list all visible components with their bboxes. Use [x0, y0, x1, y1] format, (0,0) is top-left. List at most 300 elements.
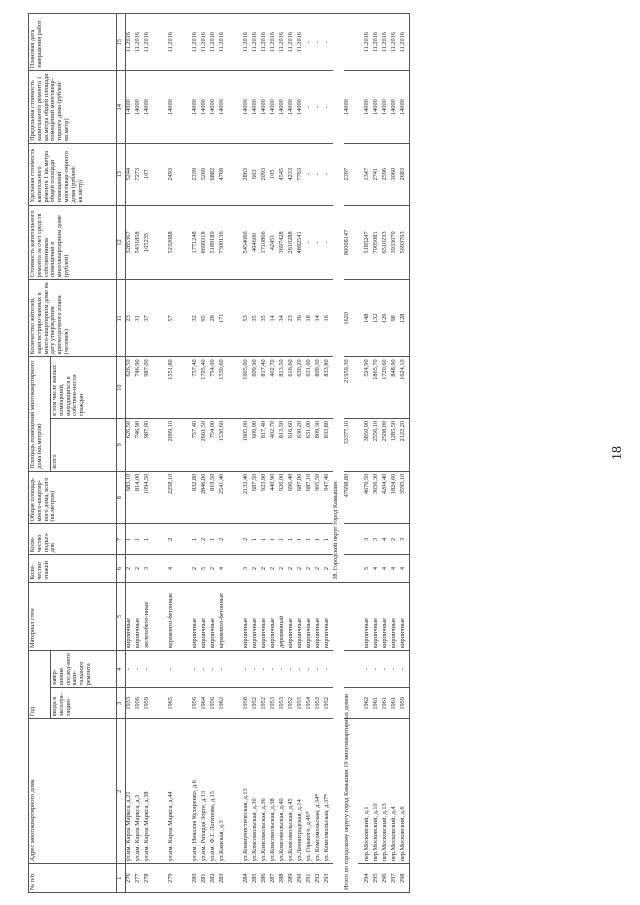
- row-address: ул.Комсомольская, д.40: [279, 719, 288, 864]
- row-repair-cost: 3697428: [279, 205, 288, 280]
- row-address: ул.им. Карла Маркса, д.3: [135, 719, 144, 864]
- row-residents: 23: [288, 280, 297, 357]
- row-year-repair: -: [261, 651, 270, 688]
- row-wall-material: кирпичные: [373, 582, 382, 650]
- row-residents: 37: [144, 280, 162, 357]
- row-total-area: 947,40: [324, 471, 333, 524]
- row-area-all: 754,00: [210, 418, 219, 471]
- row-area-all: 746,90: [135, 418, 144, 471]
- row-max-unit-cost: -: [306, 71, 315, 144]
- row-year-commissioned: 1956: [210, 688, 219, 719]
- column-number: 14: [117, 71, 126, 144]
- row-total-area: 2132,40: [243, 471, 252, 524]
- column-number: 3: [117, 688, 126, 719]
- column-number: 6: [117, 555, 126, 583]
- row-unit-cost: -: [306, 143, 315, 205]
- row-repair-cost: 404600: [252, 205, 261, 280]
- row-wall-material: кирпичные: [288, 582, 297, 650]
- row-entrances: 2: [168, 524, 186, 555]
- row-area-owned: 1530,60: [219, 357, 237, 419]
- row-address: ул.им. Карла Маркса, д.44: [168, 719, 186, 864]
- row-entrances: 2: [243, 524, 252, 555]
- table-body: [126, 14, 410, 893]
- table-row: [400, 14, 410, 893]
- row-entrances: 4: [382, 524, 391, 555]
- row-year-repair: -: [210, 651, 219, 688]
- row-residents: 132: [373, 280, 382, 357]
- row-max-unit-cost: 14000: [400, 71, 410, 144]
- row-area-owned: 609,90: [252, 357, 261, 419]
- row-unit-cost: 3060: [391, 143, 400, 205]
- row-floors: 2: [270, 555, 279, 583]
- row-completion-date: 11.2016: [144, 14, 162, 71]
- row-max-unit-cost: -: [315, 71, 324, 144]
- row-repair-cost: 8699318: [201, 205, 210, 280]
- row-unit-cost: 2863: [243, 143, 252, 205]
- row-year-repair: -: [219, 651, 237, 688]
- row-year-repair: -: [135, 651, 144, 688]
- row-entrances: 3: [364, 524, 373, 555]
- row-year-repair: -: [126, 651, 136, 688]
- row-area-all: 3850,90: [364, 418, 373, 471]
- row-area-all: 813,50: [279, 418, 288, 471]
- row-address: ул.им. Карла Маркса, д.38: [144, 719, 162, 864]
- table-row: [279, 14, 288, 893]
- row-unit-cost: 1347: [364, 143, 373, 205]
- row-completion-date: 11.2016: [243, 14, 252, 71]
- row-repair-cost: 1710866: [261, 205, 270, 280]
- row-area-all: 2122,20: [400, 418, 410, 471]
- row-area-owned: 616,60: [288, 357, 297, 419]
- row-completion-date: -: [315, 14, 324, 71]
- row-number: 298: [400, 864, 410, 893]
- row-residents: 18: [306, 280, 315, 357]
- row-year-commissioned: 1952: [288, 688, 297, 719]
- row-number: 295: [373, 864, 382, 893]
- header-number: № п/п: [29, 864, 117, 893]
- total-area: 47698,80: [344, 471, 358, 524]
- row-area-all: 626,50: [126, 418, 136, 471]
- row-entrances: 1: [306, 524, 315, 555]
- row-area-owned: 987,00: [144, 357, 162, 419]
- row-address: ул.Комсомольская, д.30: [252, 719, 261, 864]
- row-completion-date: 11.2016: [135, 14, 144, 71]
- row-number: 285: [252, 864, 261, 893]
- row-area-owned: 817,40: [261, 357, 270, 419]
- row-area-owned: 402,70: [270, 357, 279, 419]
- total-label: Итого по городскому округу город Камышин 19 многоквартирных домов: [344, 719, 358, 893]
- table-row: [219, 14, 237, 893]
- row-residents: 36: [297, 280, 306, 357]
- table-row: [297, 14, 306, 893]
- total-area-owned: 21959,30: [344, 357, 358, 419]
- row-area-owned: 746,90: [135, 357, 144, 419]
- row-area-all: 817,40: [261, 418, 270, 471]
- row-year-commissioned: 1959: [400, 688, 410, 719]
- row-year-commissioned: 1954: [306, 688, 315, 719]
- row-completion-date: 11.2016: [210, 14, 219, 71]
- row-unit-cost: 7273: [135, 143, 144, 205]
- row-area-all: 1905,00: [243, 418, 252, 471]
- header-address: Адрес многоквартирного дома: [29, 719, 117, 864]
- row-year-commissioned: 1959: [144, 688, 162, 719]
- row-completion-date: 11.2016: [219, 14, 237, 71]
- row-year-repair: -: [243, 651, 252, 688]
- row-floors: 2: [306, 555, 315, 583]
- row-max-unit-cost: 14000: [210, 71, 219, 144]
- row-address: пер.Московский, д.6: [400, 719, 410, 864]
- row-entrances: 1: [270, 524, 279, 555]
- row-floors: 3: [144, 555, 162, 583]
- row-unit-cost: 4545: [279, 143, 288, 205]
- row-wall-material: кирпичные: [201, 582, 210, 650]
- row-address: ул. Комсомольская, д.34*: [315, 719, 324, 864]
- row-floors: 2: [288, 555, 297, 583]
- row-area-all: 1530,60: [219, 418, 237, 471]
- row-entrances: 3: [400, 524, 410, 555]
- row-address: ул.Комсомольская, д.38: [270, 719, 279, 864]
- row-entrances: 1: [192, 524, 201, 555]
- row-repair-cost: 5232088: [168, 205, 186, 280]
- row-total-area: 687,10: [306, 471, 315, 524]
- header-premises-area: Площадь помещений многоквартирного дома (кв.метров): [29, 357, 51, 471]
- row-year-repair: -: [382, 651, 391, 688]
- column-number: 5: [117, 582, 126, 650]
- row-residents: 53: [243, 280, 252, 357]
- row-completion-date: 11.2016: [261, 14, 270, 71]
- row-address: ул.Комсомольская, д.36: [261, 719, 270, 864]
- row-year-commissioned: 1961: [382, 688, 391, 719]
- row-total-area: 4670,50: [364, 471, 373, 524]
- row-completion-date: 11.2016: [382, 14, 391, 71]
- row-max-unit-cost: 14000: [373, 71, 382, 144]
- row-wall-material: кирпичные: [243, 582, 252, 650]
- row-year-repair: -: [252, 651, 261, 688]
- row-area-all: 833,80: [324, 418, 333, 471]
- row-address: ул. Комсомольская, д.37*: [324, 719, 333, 864]
- row-floors: 2: [192, 555, 201, 583]
- total-residents: 1620: [344, 280, 358, 357]
- row-floors: 2: [135, 555, 144, 583]
- row-address: ул.Ленинградская, д.14: [297, 719, 306, 864]
- row-wall-material: кирпичные: [270, 582, 279, 650]
- header-year: Год: [29, 651, 51, 719]
- row-entrances: 1: [297, 524, 306, 555]
- row-residents: 31: [135, 280, 144, 357]
- table-row: [382, 14, 391, 893]
- row-number: 277: [135, 864, 144, 893]
- row-year-commissioned: 1965: [168, 688, 186, 719]
- row-number: 289: [288, 864, 297, 893]
- row-residents: 16: [324, 280, 333, 357]
- row-address: ул.Камская, д.3: [219, 719, 237, 864]
- row-repair-cost: -: [324, 205, 333, 280]
- row-residents: 171: [219, 280, 237, 357]
- row-max-unit-cost: 14000: [201, 71, 210, 144]
- row-floors: 5: [201, 555, 210, 583]
- row-year-commissioned: 1964: [201, 688, 210, 719]
- header-floors: Коли-чество этажей: [29, 555, 117, 583]
- row-max-unit-cost: 14000: [192, 71, 201, 144]
- row-completion-date: 11.2016: [373, 14, 382, 71]
- row-year-commissioned: 1962: [219, 688, 237, 719]
- row-area-owned: 1865,70: [373, 357, 382, 419]
- row-address: пер.Московский, д.10: [373, 719, 382, 864]
- row-repair-cost: 4892541: [297, 205, 306, 280]
- row-total-area: 683,10: [126, 471, 136, 524]
- table-row: [261, 14, 270, 893]
- row-entrances: 3: [373, 524, 382, 555]
- row-year-commissioned: 1962: [364, 688, 373, 719]
- row-max-unit-cost: 14000: [144, 71, 162, 144]
- table-row: [252, 14, 261, 893]
- row-residents: 34: [279, 280, 288, 357]
- row-wall-material: кирпичные: [324, 582, 333, 650]
- row-entrances: 2: [219, 524, 237, 555]
- row-residents: 35: [261, 280, 270, 357]
- row-floors: 5: [364, 555, 373, 583]
- row-address: ул.Коммунистическая, д.13: [243, 719, 252, 864]
- row-wall-material: кирпичные: [261, 582, 270, 650]
- row-max-unit-cost: 14000: [279, 71, 288, 144]
- section-title: 38. Городской округ город Камышин: [333, 14, 344, 583]
- row-completion-date: 11.2016: [192, 14, 201, 71]
- total-row: [344, 14, 358, 893]
- row-area-all: 987,00: [144, 418, 162, 471]
- row-repair-cost: 7300136: [219, 205, 237, 280]
- row-year-repair: -: [391, 651, 400, 688]
- row-area-all: 1285,50: [391, 418, 400, 471]
- row-completion-date: 11.2016: [126, 14, 136, 71]
- column-number: 7: [117, 524, 126, 555]
- row-year-repair: -: [288, 651, 297, 688]
- row-area-all: 757,40: [192, 418, 201, 471]
- row-wall-material: кирпичные: [391, 582, 400, 650]
- row-address: пер.Московский, д.13: [382, 719, 391, 864]
- row-entrances: 1: [324, 524, 333, 555]
- row-year-commissioned: 1956: [192, 688, 201, 719]
- table-row: [364, 14, 373, 893]
- row-number: 276: [126, 864, 136, 893]
- row-year-repair: -: [297, 651, 306, 688]
- row-area-owned: 524,90: [364, 357, 373, 419]
- header-completion-date: Плановая дата завершения работ: [29, 14, 117, 71]
- table-row: [306, 14, 315, 893]
- row-completion-date: -: [306, 14, 315, 71]
- row-completion-date: 11.2016: [201, 14, 210, 71]
- row-total-area: 926,00: [279, 471, 288, 524]
- row-area-owned: 833,80: [324, 357, 333, 419]
- row-year-commissioned: 1961: [391, 688, 400, 719]
- header-repair-cost: Стоимость капитального ремонта за счет средств собственников помещений в многоквартирном доме (рублей): [29, 205, 117, 280]
- row-year-repair: -: [324, 651, 333, 688]
- row-total-area: 814,00: [135, 471, 144, 524]
- row-number: 296: [382, 864, 391, 893]
- row-entrances: 1: [261, 524, 270, 555]
- row-entrances: 1: [126, 524, 136, 555]
- row-unit-cost: 2683: [400, 143, 410, 205]
- row-unit-cost: 105: [270, 143, 279, 205]
- row-entrances: 1: [144, 524, 162, 555]
- row-repair-cost: 5185247: [364, 205, 373, 280]
- row-address: ул. Горького, д.46*: [306, 719, 315, 864]
- row-wall-material: кирпичные: [210, 582, 219, 650]
- row-total-area: 819,50: [210, 471, 219, 524]
- row-total-area: 687,80: [297, 471, 306, 524]
- row-year-commissioned: 1955: [297, 688, 306, 719]
- row-year-commissioned: 1953: [270, 688, 279, 719]
- row-number: 287: [270, 864, 279, 893]
- row-year-commissioned: 1952: [261, 688, 270, 719]
- row-max-unit-cost: 14000: [219, 71, 237, 144]
- row-unit-cost: 107: [144, 143, 162, 205]
- row-wall-material: кирпичные: [315, 582, 324, 650]
- row-repair-cost: 3933070: [391, 205, 400, 280]
- row-number: 292: [315, 864, 324, 893]
- row-floors: 4: [391, 555, 400, 583]
- table-row: [135, 14, 144, 893]
- row-repair-cost: 5189189: [210, 205, 219, 280]
- row-total-area: 2258,10: [168, 471, 186, 524]
- row-residents: 57: [168, 280, 186, 357]
- row-repair-cost: -: [315, 205, 324, 280]
- row-area-owned: 1720,60: [382, 357, 391, 419]
- row-year-repair: -: [364, 651, 373, 688]
- row-address: пер.Московский, д.4: [391, 719, 400, 864]
- row-wall-material: кирпичные: [382, 582, 391, 650]
- row-residents: 14: [270, 280, 279, 357]
- column-number: 8: [117, 471, 126, 524]
- row-area-owned: 631,00: [306, 357, 315, 419]
- row-number: 284: [243, 864, 252, 893]
- row-year-repair: -: [400, 651, 410, 688]
- column-numbers-row: [117, 14, 126, 893]
- row-residents: 14: [315, 280, 324, 357]
- row-wall-material: кирпичные: [126, 582, 136, 650]
- row-area-all: 616,60: [288, 418, 297, 471]
- row-max-unit-cost: 14000: [126, 71, 136, 144]
- row-floors: 2: [297, 555, 306, 583]
- row-completion-date: 11.2016: [168, 14, 186, 71]
- header-area-all: всего: [51, 418, 117, 471]
- table-row: [144, 14, 162, 893]
- row-wall-material: кирпичные: [192, 582, 201, 650]
- row-total-area: 1094,50: [144, 471, 162, 524]
- row-repair-cost: 5693703: [400, 205, 410, 280]
- row-area-owned: 809,30: [315, 357, 324, 419]
- row-unit-cost: 2339: [192, 143, 201, 205]
- row-number: 286: [261, 864, 270, 893]
- table-row: [243, 14, 252, 893]
- row-area-all: 609,90: [252, 418, 261, 471]
- row-floors: 2: [210, 555, 219, 583]
- row-year-repair: -: [270, 651, 279, 688]
- housing-register-table: [28, 13, 410, 893]
- row-address: ул.им. Николая Кухаренко, д.6: [192, 719, 201, 864]
- row-total-area: 905,50: [315, 471, 324, 524]
- header-year-last-repair: завер-шения послед-него капи-тального ремонта: [51, 651, 117, 688]
- row-year-commissioned: 1958: [243, 688, 252, 719]
- row-address: ул.Комсомольская, д.45: [288, 719, 297, 864]
- row-wall-material: кирпичные: [297, 582, 306, 650]
- row-repair-cost: -: [306, 205, 315, 280]
- row-year-commissioned: 1933: [126, 688, 136, 719]
- row-total-area: 2846,80: [201, 471, 210, 524]
- row-year-commissioned: 1956: [135, 688, 144, 719]
- row-total-area: 1824,60: [391, 471, 400, 524]
- row-floors: 2: [324, 555, 333, 583]
- row-max-unit-cost: 14000: [297, 71, 306, 144]
- row-max-unit-cost: 14000: [135, 71, 144, 144]
- row-max-unit-cost: 14000: [243, 71, 252, 144]
- row-repair-cost: 42451: [270, 205, 279, 280]
- row-year-commissioned: 1961: [373, 688, 382, 719]
- row-total-area: 687,50: [252, 471, 261, 524]
- row-year-repair: -: [201, 651, 210, 688]
- row-floors: 4: [168, 555, 186, 583]
- row-year-repair: -: [279, 651, 288, 688]
- column-number: 10: [117, 357, 126, 419]
- table-row: [373, 14, 382, 893]
- row-area-owned: 757,40: [192, 357, 201, 419]
- row-floors: 2: [126, 555, 136, 583]
- row-floors: 4: [373, 555, 382, 583]
- row-year-commissioned: 1953: [315, 688, 324, 719]
- row-residents: 28: [210, 280, 219, 357]
- total-unit-cost: 2397: [344, 143, 358, 205]
- row-unit-cost: 2596: [382, 143, 391, 205]
- row-max-unit-cost: 14000: [288, 71, 297, 144]
- row-wall-material: кирпичные: [364, 582, 373, 650]
- row-residents: 95: [201, 280, 210, 357]
- row-wall-material: деревянный: [279, 582, 288, 650]
- row-unit-cost: 663: [252, 143, 261, 205]
- row-max-unit-cost: 14000: [382, 71, 391, 144]
- row-area-all: 2508,00: [382, 418, 391, 471]
- row-repair-cost: 5454066: [243, 205, 252, 280]
- column-number: 15: [117, 14, 126, 71]
- row-residents: 126: [382, 280, 391, 357]
- column-number: 9: [117, 418, 126, 471]
- row-wall-material: железобето-нные: [144, 582, 162, 650]
- row-total-area: 3656,30: [373, 471, 382, 524]
- row-max-unit-cost: 14000: [168, 71, 186, 144]
- column-number: 13: [117, 143, 126, 205]
- row-residents: 98: [391, 280, 400, 357]
- table-row: [324, 14, 333, 893]
- row-completion-date: 11.2016: [391, 14, 400, 71]
- column-number: 2: [117, 719, 126, 864]
- row-area-all: 2661,50: [201, 418, 210, 471]
- row-number: 281: [201, 864, 210, 893]
- row-area-all: 631,00: [306, 418, 315, 471]
- row-number: 279: [168, 864, 186, 893]
- row-area-owned: 813,50: [279, 357, 288, 419]
- row-unit-cost: 4769: [219, 143, 237, 205]
- row-area-all: 402,70: [270, 418, 279, 471]
- row-year-repair: -: [315, 651, 324, 688]
- row-entrances: 1: [279, 524, 288, 555]
- row-max-unit-cost: -: [324, 71, 333, 144]
- row-area-all: 2556,10: [373, 418, 382, 471]
- row-number: 278: [144, 864, 162, 893]
- row-entrances: 1: [315, 524, 324, 555]
- row-repair-cost: 6510233: [382, 205, 391, 280]
- row-floors: 4: [382, 555, 391, 583]
- column-number: 11: [117, 280, 126, 357]
- row-repair-cost: 7005081: [373, 205, 382, 280]
- row-unit-cost: 2093: [261, 143, 270, 205]
